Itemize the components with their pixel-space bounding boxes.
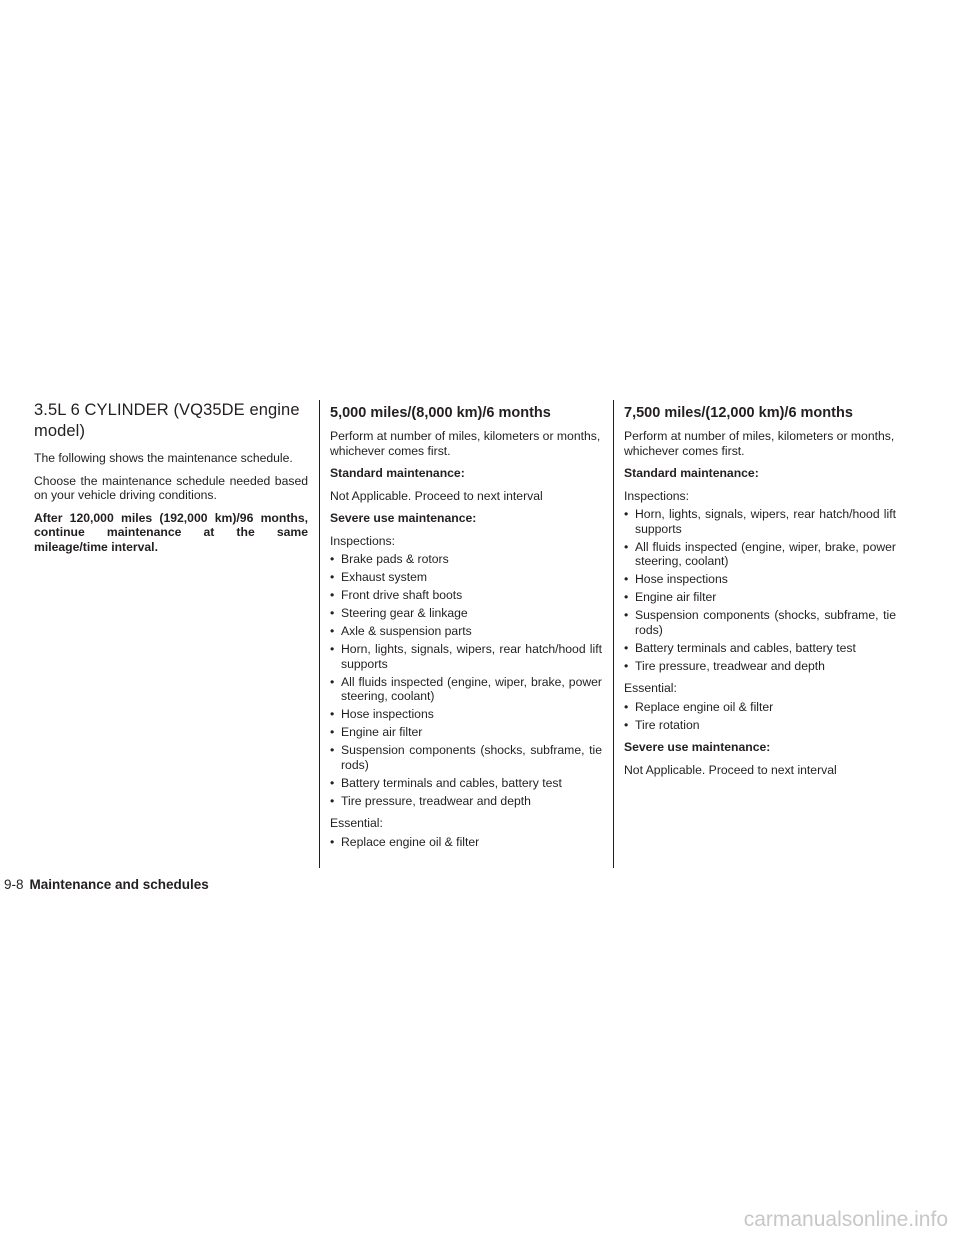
- list-item: • Hose inspections: [624, 572, 896, 587]
- list-item: • Suspension components (shocks, subframe, tie rods): [330, 743, 602, 772]
- list-item: • Steering gear & linkage: [330, 606, 602, 621]
- column-divider: [613, 400, 614, 868]
- list-item: • All fluids inspected (engine, wiper, brake, power steering, coolant): [330, 675, 602, 704]
- essential-label: Essential:: [330, 816, 383, 830]
- severe-maintenance-label: Severe use maintenance:: [624, 740, 771, 754]
- list-item: • Front drive shaft boots: [330, 588, 602, 603]
- list-item: • Axle & suspension parts: [330, 624, 602, 639]
- essential-list: [624, 700, 896, 733]
- list-item: • Tire rotation: [624, 718, 896, 733]
- column-5000-miles: [330, 400, 602, 857]
- essential-list: [330, 835, 602, 850]
- list-item: • Battery terminals and cables, battery test: [624, 641, 896, 656]
- interval-heading: 7,500 miles/(12,000 km)/6 months: [624, 405, 853, 421]
- interval-intro: Perform at number of miles, kilometers or months, whichever comes first.: [330, 429, 601, 458]
- model-heading: 3.5L 6 CYLINDER (VQ35DE engine model): [34, 401, 300, 440]
- list-item: • Brake pads & rotors: [330, 552, 602, 567]
- interval-intro: Perform at number of miles, kilometers or months, whichever comes first.: [624, 429, 895, 458]
- interval-heading: 5,000 miles/(8,000 km)/6 months: [330, 405, 551, 421]
- section-title: Maintenance and schedules: [29, 877, 209, 892]
- standard-maintenance-text: Not Applicable. Proceed to next interval: [330, 488, 543, 503]
- list-item: • Battery terminals and cables, battery test: [330, 776, 602, 791]
- schedule-choice-paragraph: Choose the maintenance schedule needed based on your vehicle driving conditions.: [34, 473, 308, 502]
- inspections-label: Inspections:: [624, 488, 690, 503]
- inspections-list: [330, 552, 602, 808]
- list-item: • Tire pressure, treadwear and depth: [624, 659, 896, 674]
- column-intro: [34, 400, 308, 562]
- list-item: • All fluids inspected (engine, wiper, brake, power steering, coolant): [624, 540, 896, 569]
- column-7500-miles: [624, 400, 896, 785]
- inspections-label: Inspections:: [330, 533, 396, 548]
- essential-label: Essential:: [624, 681, 677, 695]
- list-item: • Tire pressure, treadwear and depth: [330, 794, 602, 809]
- list-item: • Engine air filter: [624, 590, 896, 605]
- page-footer: [4, 876, 209, 894]
- standard-maintenance-label: Standard maintenance:: [624, 466, 759, 480]
- list-item: • Horn, lights, signals, wipers, rear hatch/hood lift supports: [624, 507, 896, 536]
- list-item: • Hose inspections: [330, 707, 602, 722]
- page-number: 9-8: [4, 877, 24, 892]
- inspections-list: [624, 507, 896, 673]
- list-item: • Engine air filter: [330, 725, 602, 740]
- list-item: • Replace engine oil & filter: [330, 835, 602, 850]
- severe-maintenance-text: Not Applicable. Proceed to next interval: [624, 762, 837, 777]
- column-divider: [319, 400, 320, 868]
- severe-maintenance-label: Severe use maintenance:: [330, 511, 477, 525]
- continue-note: After 120,000 miles (192,000 km)/96 months, continue maintenance at the same mileage/time interval.: [34, 510, 308, 554]
- list-item: • Suspension components (shocks, subframe, tie rods): [624, 608, 896, 637]
- standard-maintenance-label: Standard maintenance:: [330, 466, 465, 480]
- list-item: • Horn, lights, signals, wipers, rear hatch/hood lift supports: [330, 642, 602, 671]
- list-item: • Replace engine oil & filter: [624, 700, 896, 715]
- list-item: • Exhaust system: [330, 570, 602, 585]
- intro-paragraph: The following shows the maintenance schedule.: [34, 451, 293, 465]
- watermark: carmanualsonline.info: [743, 1208, 948, 1231]
